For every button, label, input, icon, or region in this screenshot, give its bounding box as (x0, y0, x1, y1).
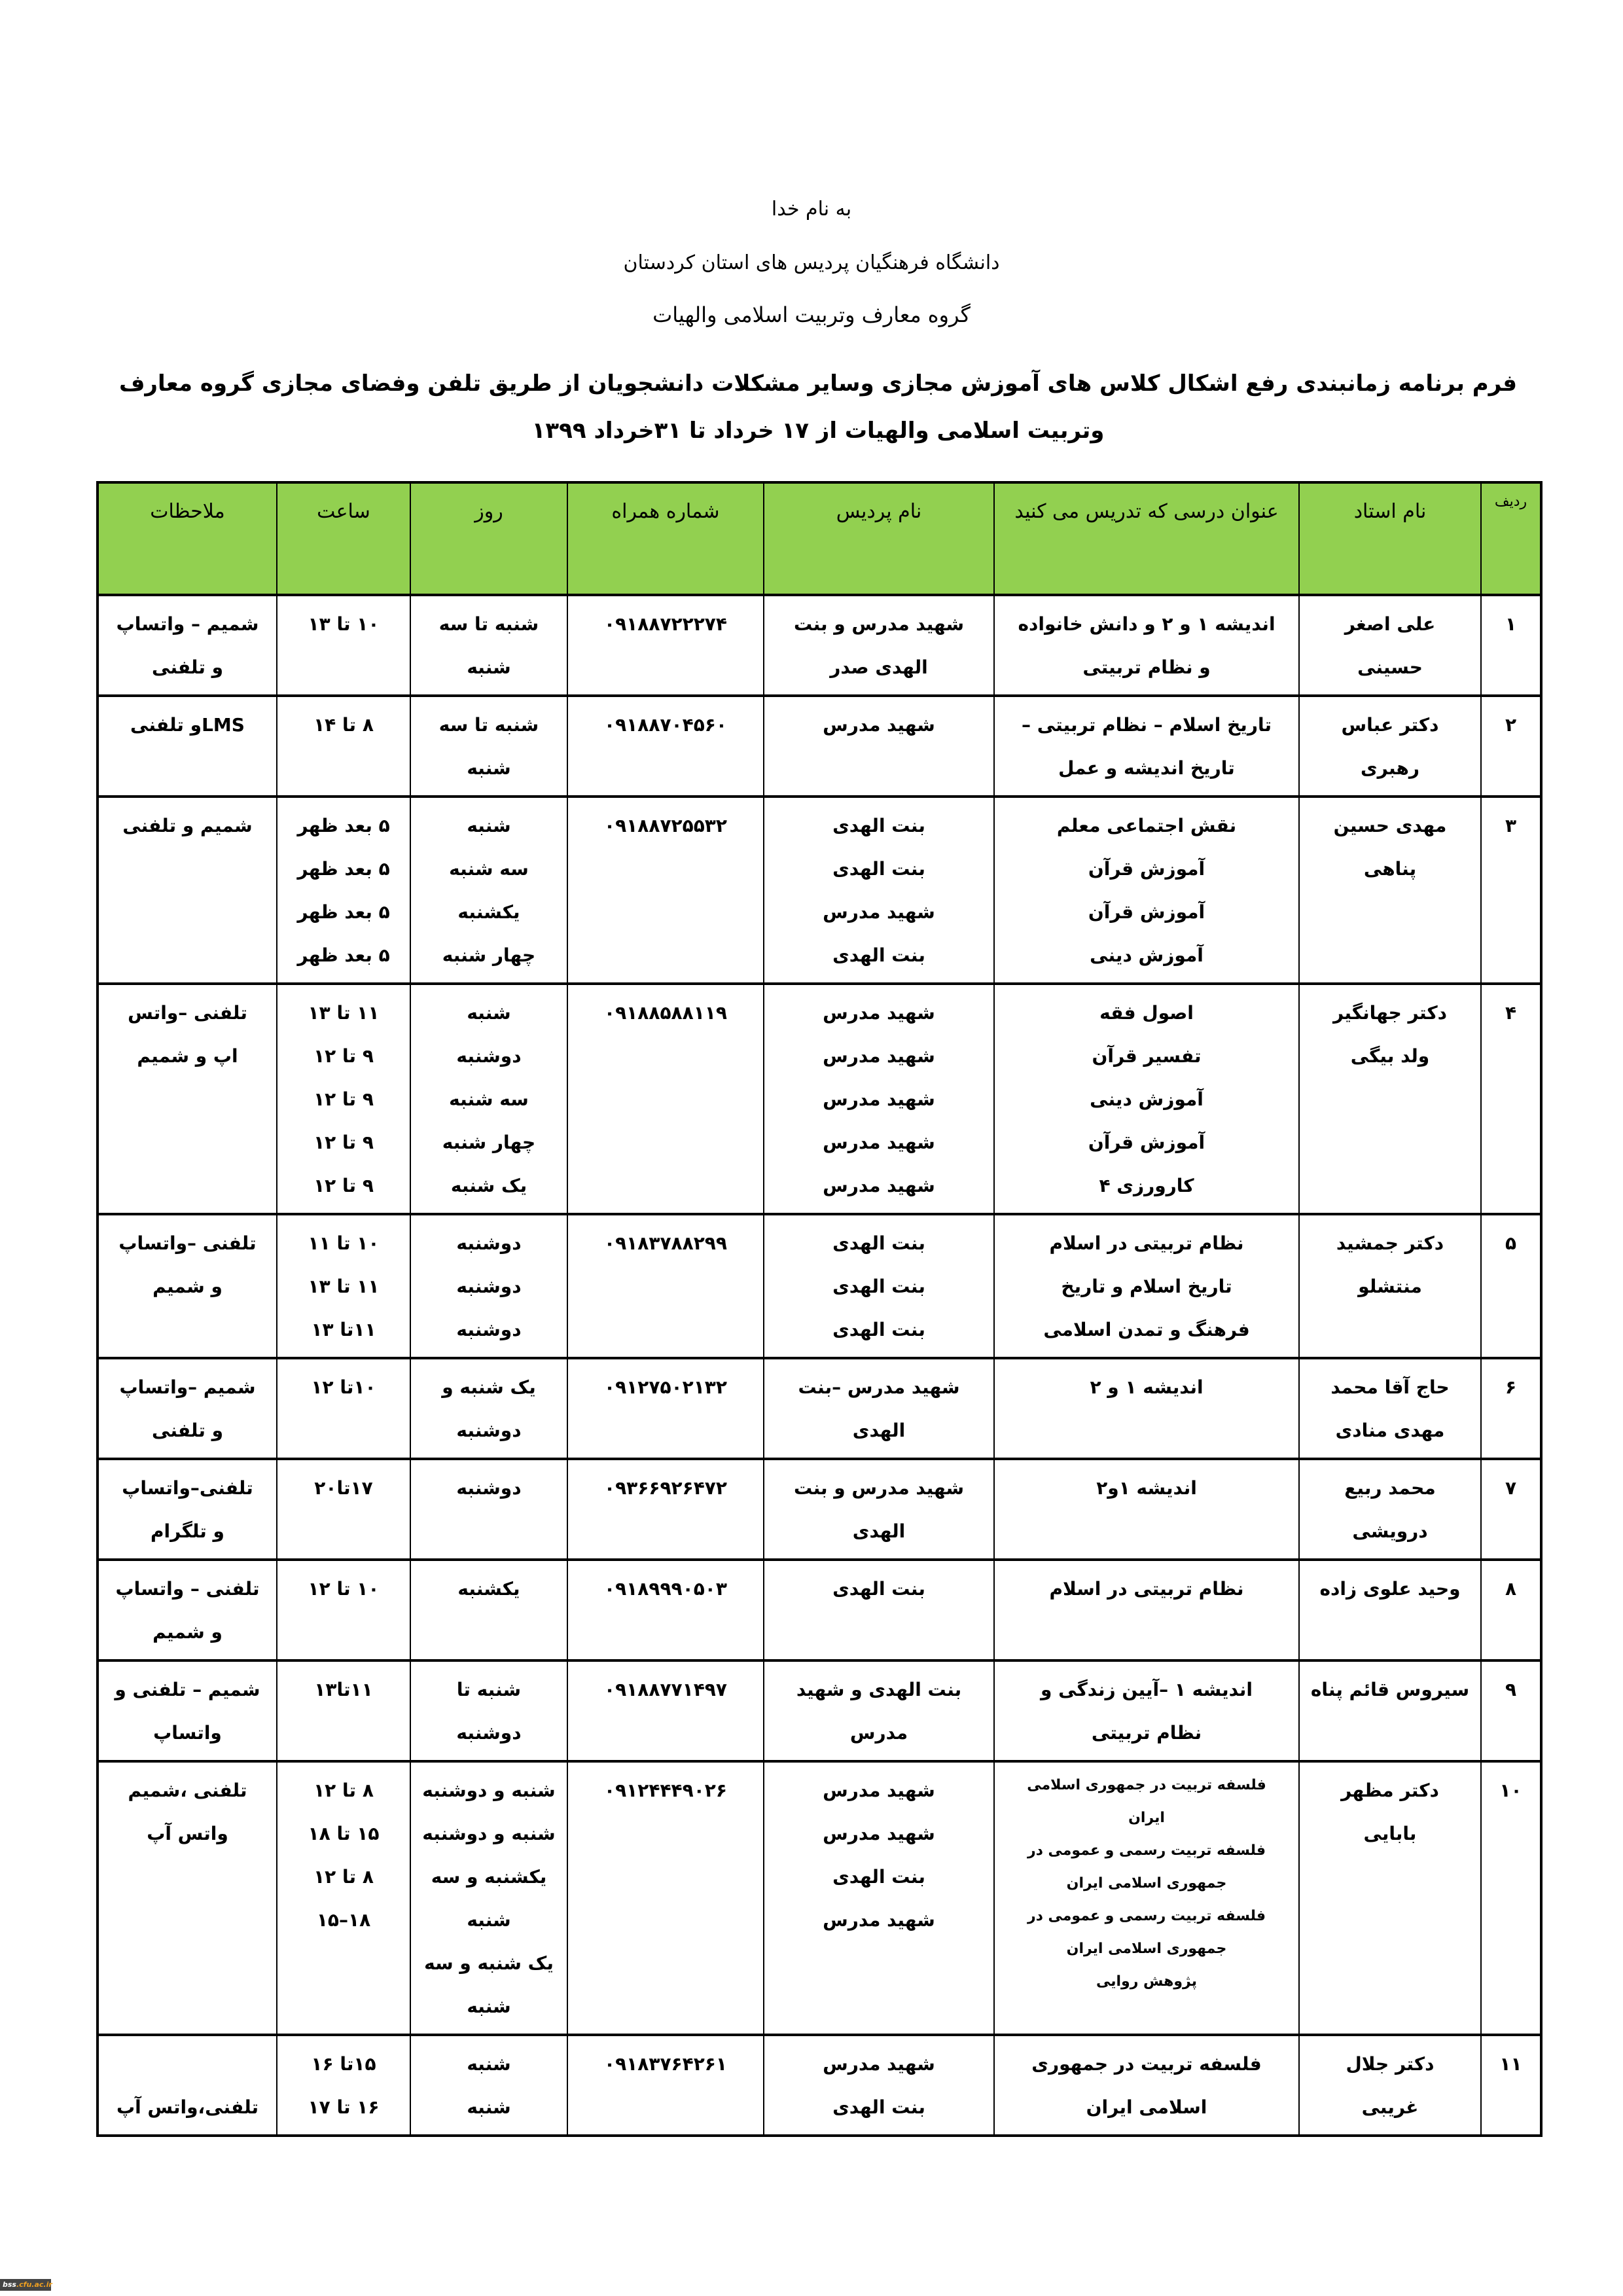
cell-campus-line: الهدی (852, 1520, 906, 1542)
cell-campus-line: شهید مدرس (823, 1045, 935, 1067)
watermark-domain: .cfu.ac.ir (16, 2280, 52, 2289)
cell-row-number: ۴ (1481, 984, 1541, 1214)
cell-teacher-line: دکتر عباس (1341, 714, 1439, 736)
cell-course-line: اسلامی ایران (1086, 2096, 1207, 2118)
cell-teacher-line: مهدی منادی (1335, 1420, 1445, 1441)
cell-day-line: شنبه تا (456, 1679, 522, 1700)
cell-course (994, 2035, 1299, 2136)
header-phone: شماره همراه (567, 482, 764, 595)
cell-teacher (1299, 1761, 1481, 2035)
cell-teacher (1299, 2035, 1481, 2136)
cell-campus (764, 696, 994, 797)
cell-campus (764, 1761, 994, 2035)
cell-notes-line: و شمیم (152, 1621, 223, 1643)
cell-teacher (1299, 595, 1481, 696)
table-row (98, 1459, 1541, 1560)
cell-time (277, 1214, 410, 1358)
cell-campus (764, 1459, 994, 1560)
cell-day (410, 1358, 567, 1459)
cell-teacher-line: وحید علوی زاده (1319, 1578, 1461, 1600)
table-row (98, 1761, 1541, 2035)
cell-phone: ۰۹۱۸۳۷۶۴۲۶۱ (567, 2035, 764, 2136)
cell-campus-line: بنت الهدی (832, 944, 925, 966)
cell-time-line: ۵ بعد ظهر (297, 858, 390, 880)
cell-time-line: ۱۶ تا ۱۷ (308, 2096, 380, 2118)
cell-notes-line: شمیم و تلفنی (122, 815, 253, 836)
cell-campus-line: بنت الهدی (832, 1232, 925, 1254)
cell-teacher (1299, 1560, 1481, 1660)
table-header-row (98, 482, 1541, 595)
cell-time-line: ۱۰تا ۱۲ (311, 1376, 376, 1398)
cell-notes (98, 1358, 277, 1459)
cell-course-line: کارورزی ۴ (1099, 1175, 1194, 1196)
cell-notes-line: شمیم –واتساپ (119, 1376, 256, 1398)
cell-campus-line: بنت الهدی (832, 2096, 925, 2118)
header-campus: نام پردیس (764, 482, 994, 595)
cell-day (410, 797, 567, 984)
header-row-number: ردیف (1481, 482, 1541, 595)
cell-campus-line: بنت الهدی (832, 1319, 925, 1340)
cell-campus-line: شهید مدرس (823, 1002, 935, 1024)
cell-day-line: شنبه (467, 757, 511, 779)
cell-teacher-line: دکتر جلال (1346, 2053, 1435, 2075)
cell-notes (98, 1660, 277, 1761)
cell-course-line: آموزش دینی (1090, 944, 1204, 966)
cell-course-line: اندیشه ۱و۲ (1096, 1477, 1197, 1499)
cell-campus-line: شهید مدرس و بنت (793, 1477, 965, 1499)
cell-course-line: آموزش دینی (1090, 1088, 1204, 1110)
cell-day-line: شنبه (467, 1909, 511, 1931)
cell-course (994, 696, 1299, 797)
cell-day-line: دوشنبه (456, 1319, 522, 1340)
cell-course (994, 1560, 1299, 1660)
cell-day (410, 1214, 567, 1358)
cell-notes-line: تلفنی–واتساپ (122, 1477, 253, 1499)
cell-campus (764, 595, 994, 696)
cell-course-line: نظام تربیتی در اسلام (1049, 1578, 1244, 1600)
cell-course-line: نقش اجتماعی معلم (1056, 815, 1237, 836)
cell-day (410, 595, 567, 696)
cell-course-line: اندیشه ۱ و ۲ و دانش خانواده (1018, 613, 1275, 635)
cell-notes-line: واتس آپ (147, 1823, 228, 1844)
cell-teacher (1299, 1660, 1481, 1761)
cell-campus-line: مدرس (849, 1722, 908, 1744)
cell-day-line: شنبه و دوشنبه (422, 1823, 556, 1844)
cell-day-line: شنبه (467, 1002, 511, 1024)
cell-day-line: چهار شنبه (442, 944, 536, 966)
cell-course-line: نظام تربیتی (1091, 1722, 1202, 1744)
table-row (98, 984, 1541, 1214)
cell-notes-line (103, 2043, 272, 2086)
cell-notes (98, 984, 277, 1214)
cell-time-line: ۱۱ تا ۱۳ (308, 1002, 380, 1024)
cell-campus-line: الهدی صدر (830, 656, 928, 678)
cell-teacher-line: دکتر جمشید (1336, 1232, 1444, 1254)
cell-course-line: آموزش قرآن (1088, 901, 1205, 923)
cell-teacher (1299, 797, 1481, 984)
cell-course-line: فلسفه تربیت رسمی و عمومی در (1027, 1842, 1266, 1859)
header-day: روز (410, 482, 567, 595)
table-row (98, 1358, 1541, 1459)
cell-campus-line: بنت الهدی (832, 815, 925, 836)
cell-day-line: شنبه (467, 656, 511, 678)
cell-teacher-line: علی اصغر (1344, 613, 1436, 635)
cell-phone: ۰۹۳۶۶۹۲۶۴۷۲ (567, 1459, 764, 1560)
cell-campus (764, 1660, 994, 1761)
cell-campus-line: بنت الهدی (832, 1276, 925, 1297)
cell-course-line: نظام تربیتی در اسلام (1049, 1232, 1244, 1254)
cell-campus-line: شهید مدرس –بنت (798, 1376, 960, 1398)
cell-notes-line: و تلگرام (151, 1520, 224, 1542)
cell-phone: ۰۹۱۸۸۵۸۸۱۱۹ (567, 984, 764, 1214)
table-row (98, 2035, 1541, 2136)
cell-teacher-line: حسینی (1357, 656, 1423, 678)
cell-teacher-line: غریبی (1361, 2096, 1419, 2118)
cell-time-line: ۹ تا ۱۲ (313, 1088, 374, 1110)
cell-row-number: ۶ (1481, 1358, 1541, 1459)
cell-notes (98, 1459, 277, 1560)
cell-time-line: ۱۰ تا ۱۳ (308, 613, 380, 635)
cell-teacher (1299, 984, 1481, 1214)
cell-time-line: ۸ تا ۱۲ (313, 1866, 374, 1888)
cell-row-number: ۷ (1481, 1459, 1541, 1560)
cell-time-line: ۱۷تا۲۰ (314, 1477, 373, 1499)
cell-time (277, 984, 410, 1214)
cell-notes (98, 2035, 277, 2136)
cell-phone: ۰۹۱۲۴۴۴۹۰۲۶ (567, 1761, 764, 2035)
cell-time (277, 1358, 410, 1459)
cell-course (994, 1214, 1299, 1358)
cell-time-line: ۱۵ تا ۱۸ (308, 1823, 380, 1844)
cell-day-line: دوشنبه (456, 1276, 522, 1297)
cell-course-line: پژوهش روایی (1096, 1973, 1198, 1990)
cell-time (277, 1660, 410, 1761)
cell-time-line: ۱۰ تا ۱۱ (308, 1232, 380, 1254)
cell-day-line: شنبه (467, 1996, 511, 2017)
cell-time-line: ۱۱تا ۱۳ (311, 1319, 376, 1340)
cell-course-line: جمهوری اسلامی ایران (1066, 1875, 1227, 1892)
cell-campus-line: شهید مدرس (823, 1175, 935, 1196)
cell-course-line: اصول فقه (1099, 1002, 1194, 1024)
cell-time (277, 797, 410, 984)
cell-phone: ۰۹۱۸۸۷۲۵۵۳۲ (567, 797, 764, 984)
cell-time-line: ۱۵تا ۱۶ (311, 2053, 376, 2075)
cell-time-line: ۱۰ تا ۱۲ (308, 1578, 380, 1600)
cell-campus-line: شهید مدرس (823, 1780, 935, 1801)
cell-day-line: شنبه (467, 2053, 511, 2075)
cell-day (410, 696, 567, 797)
cell-day-line: یک شنبه (450, 1175, 527, 1196)
cell-day (410, 1761, 567, 2035)
cell-teacher (1299, 1214, 1481, 1358)
cell-notes-line: و شمیم (152, 1276, 223, 1297)
cell-time-line: ۸ تا ۱۴ (313, 714, 374, 736)
cell-campus-line: بنت الهدی (832, 1578, 925, 1600)
cell-campus-line: شهید مدرس (823, 901, 935, 923)
cell-notes (98, 696, 277, 797)
cell-notes-line: تلفنی ،شمیم (128, 1780, 247, 1801)
cell-notes-line: و تلفنی (151, 1420, 223, 1441)
cell-course (994, 1358, 1299, 1459)
cell-time-line: ۱۱تا۱۳ (314, 1679, 373, 1700)
cell-campus (764, 984, 994, 1214)
cell-phone: ۰۹۱۸۸۷۷۱۴۹۷ (567, 1660, 764, 1761)
cell-phone: ۰۹۱۸۸۷۲۲۲۷۴ (567, 595, 764, 696)
cell-day (410, 984, 567, 1214)
cell-teacher-line: رهبری (1360, 757, 1420, 779)
cell-teacher-line: دکتر جهانگیر (1332, 1002, 1448, 1024)
cell-notes (98, 1761, 277, 2035)
cell-phone: ۰۹۱۲۷۵۰۲۱۳۲ (567, 1358, 764, 1459)
cell-row-number: ۸ (1481, 1560, 1541, 1660)
cell-row-number: ۱۰ (1481, 1761, 1541, 2035)
watermark-prefix: bss (3, 2280, 16, 2289)
cell-teacher-line: سیروس قائم پناه (1310, 1679, 1470, 1700)
cell-course (994, 1459, 1299, 1560)
cell-notes (98, 797, 277, 984)
cell-notes-line: واتساپ (153, 1722, 222, 1744)
cell-teacher (1299, 1358, 1481, 1459)
cell-course-line: اندیشه ۱ و ۲ (1090, 1376, 1204, 1398)
cell-campus (764, 1560, 994, 1660)
cell-notes-line: تلفنی – واتساپ (115, 1578, 260, 1600)
cell-campus (764, 1358, 994, 1459)
cell-day-line: دوشنبه (456, 1045, 522, 1067)
cell-day-line: دوشنبه (456, 1420, 522, 1441)
cell-course (994, 595, 1299, 696)
cell-time-line: ۹ تا ۱۲ (313, 1175, 374, 1196)
cell-day-line: شنبه تا سه (438, 613, 539, 635)
cell-course (994, 1761, 1299, 2035)
cell-time (277, 1761, 410, 2035)
cell-campus-line: شهید مدرس (823, 714, 935, 736)
cell-notes-line: و تلفنی (151, 656, 223, 678)
cell-course-line: فلسفه تربیت رسمی و عمومی در (1027, 1908, 1266, 1924)
table-row (98, 797, 1541, 984)
cell-course-line: جمهوری اسلامی ایران (1066, 1941, 1227, 1957)
cell-row-number: ۲ (1481, 696, 1541, 797)
cell-day (410, 1560, 567, 1660)
cell-notes-line: شمیم – واتساپ (116, 613, 259, 635)
cell-notes-line: LMSو تلفنی (130, 714, 245, 736)
cell-time (277, 1459, 410, 1560)
cell-course-line: تاریخ اسلام و تاریخ (1061, 1276, 1232, 1297)
cell-notes-line: تلفنی –واتساپ (118, 1232, 257, 1254)
cell-teacher-line: مهدی حسین (1333, 815, 1447, 836)
cell-teacher-line: پناهی (1363, 858, 1417, 880)
form-title-line2: وتربیت اسلامی والهیات از ۱۷ خرداد تا ۳۱خرداد ۱۳۹۹ (531, 418, 1105, 444)
cell-course-line: فلسفه تربیت در جمهوری (1031, 2053, 1262, 2075)
cell-time-line: ۹ تا ۱۲ (313, 1045, 374, 1067)
cell-day-line: دوشنبه (456, 1722, 522, 1744)
table-row (98, 696, 1541, 797)
cell-row-number: ۹ (1481, 1660, 1541, 1761)
cell-day (410, 2035, 567, 2136)
cell-course-line: آموزش قرآن (1088, 858, 1205, 880)
cell-notes-line: شمیم – تلفنی و (115, 1679, 260, 1700)
cell-course-line: فلسفه تربیت در جمهوری اسلامی (1027, 1777, 1266, 1793)
basmala: به نام خدا (771, 198, 852, 221)
cell-time-line: ۸ تا ۱۲ (313, 1780, 374, 1801)
cell-row-number: ۵ (1481, 1214, 1541, 1358)
cell-day-line: شنبه (467, 2096, 511, 2118)
form-title-line1: فرم برنامه زمانبندی رفع اشکال کلاس های آموزش مجازی وسایر مشکلات دانشجویان از طریق تلفن وفضای مجازی گروه معارف (118, 370, 1518, 397)
cell-day-line: یکشنبه (457, 1578, 520, 1600)
cell-day-line: یک شنبه و (442, 1376, 536, 1398)
cell-teacher (1299, 696, 1481, 797)
cell-teacher-line: بابایی (1363, 1823, 1417, 1844)
cell-teacher-line: ولد بیگی (1350, 1045, 1430, 1067)
cell-course (994, 984, 1299, 1214)
cell-campus (764, 1214, 994, 1358)
cell-day-line: یکشنبه و سه (431, 1866, 547, 1888)
cell-time-line: ۱۱ تا ۱۳ (308, 1276, 380, 1297)
cell-campus-line: شهید مدرس (823, 1823, 935, 1844)
cell-course-line: آموزش قرآن (1088, 1132, 1205, 1153)
cell-time-line: ۵ بعد ظهر (297, 944, 390, 966)
department-name: گروه معارف وتربیت اسلامی والهیات (652, 302, 971, 327)
cell-teacher-line: منتشلو (1358, 1276, 1422, 1297)
cell-phone: ۰۹۱۸۸۷۰۴۵۶۰ (567, 696, 764, 797)
cell-time-line: ۹ تا ۱۲ (313, 1132, 374, 1153)
cell-course (994, 797, 1299, 984)
cell-campus-line: شهید مدرس (823, 2053, 935, 2075)
table-row (98, 595, 1541, 696)
cell-day-line: یکشنبه (457, 901, 520, 923)
cell-notes (98, 1214, 277, 1358)
cell-course (994, 1660, 1299, 1761)
cell-day (410, 1660, 567, 1761)
cell-teacher (1299, 1459, 1481, 1560)
cell-phone: ۰۹۱۸۳۷۸۸۲۹۹ (567, 1214, 764, 1358)
cell-course-line: اندیشه ۱ –آیین زندگی و (1041, 1679, 1253, 1700)
cell-time-line: ۱۸–۱۵ (316, 1909, 371, 1931)
cell-day-line: دوشنبه (456, 1477, 522, 1499)
cell-day-line: شنبه تا سه (438, 714, 539, 736)
cell-phone: ۰۹۱۸۹۹۹۰۵۰۳ (567, 1560, 764, 1660)
cell-campus (764, 2035, 994, 2136)
table-row (98, 1560, 1541, 1660)
cell-time (277, 595, 410, 696)
cell-teacher-line: دکتر مظهر (1341, 1780, 1439, 1801)
cell-campus-line: شهید مدرس (823, 1909, 935, 1931)
document-header (0, 196, 1623, 329)
cell-campus (764, 797, 994, 984)
cell-notes (98, 1560, 277, 1660)
cell-teacher-line: درویشی (1352, 1520, 1428, 1542)
cell-course-line: فرهنگ و تمدن اسلامی (1043, 1319, 1250, 1340)
table-row (98, 1214, 1541, 1358)
cell-row-number: ۱ (1481, 595, 1541, 696)
cell-campus-line: شهید مدرس و بنت (793, 613, 965, 635)
header-time: ساعت (277, 482, 410, 595)
form-title (98, 360, 1538, 454)
cell-notes (98, 595, 277, 696)
cell-day-line: سه شنبه (449, 858, 529, 880)
cell-day-line: شنبه و دوشنبه (422, 1780, 556, 1801)
cell-course-line: تفسیر قرآن (1092, 1045, 1202, 1067)
cell-course-line: ایران (1128, 1810, 1165, 1826)
cell-notes-line: اپ و شمیم (137, 1045, 238, 1067)
cell-course-line: تاریخ اندیشه و عمل (1058, 757, 1235, 779)
cell-teacher-line: حاج آقا محمد (1330, 1376, 1450, 1398)
header-course: عنوان درسی که تدریس می کنید (994, 482, 1299, 595)
cell-day-line: یک شنبه و سه (424, 1952, 554, 1974)
cell-campus-line: الهدی (852, 1420, 906, 1441)
site-watermark (0, 2279, 51, 2291)
cell-campus-line: بنت الهدی (832, 858, 925, 880)
table-body (98, 595, 1541, 2136)
cell-course-line: تاریخ اسلام – نظام تربیتی – (1022, 714, 1272, 736)
cell-day-line: شنبه (467, 815, 511, 836)
header-notes: ملاحظات (98, 482, 277, 595)
cell-campus-line: شهید مدرس (823, 1088, 935, 1110)
cell-teacher-line: محمد ربیع (1344, 1477, 1436, 1499)
cell-time-line: ۵ بعد ظهر (297, 901, 390, 923)
cell-course-line: و نظام تربیتی (1082, 656, 1211, 678)
cell-notes-line: تلفنی،واتس آپ (116, 2096, 259, 2118)
cell-time (277, 1560, 410, 1660)
cell-notes-line: تلفنی –واتس (128, 1002, 247, 1024)
header-teacher: نام استاد (1299, 482, 1481, 595)
cell-time (277, 2035, 410, 2136)
cell-campus-line: بنت الهدی و شهید (796, 1679, 962, 1700)
cell-day-line: سه شنبه (449, 1088, 529, 1110)
cell-day-line: چهار شنبه (442, 1132, 536, 1153)
cell-day-line: دوشنبه (456, 1232, 522, 1254)
schedule-table (96, 481, 1543, 2137)
table-row (98, 1660, 1541, 1761)
cell-time-line: ۵ بعد ظهر (297, 815, 390, 836)
cell-time (277, 696, 410, 797)
cell-row-number: ۱۱ (1481, 2035, 1541, 2136)
cell-day (410, 1459, 567, 1560)
cell-campus-line: شهید مدرس (823, 1132, 935, 1153)
cell-row-number: ۳ (1481, 797, 1541, 984)
university-name: دانشگاه فرهنگیان پردیس های استان کردستان (623, 251, 1000, 274)
cell-campus-line: بنت الهدی (832, 1866, 925, 1888)
